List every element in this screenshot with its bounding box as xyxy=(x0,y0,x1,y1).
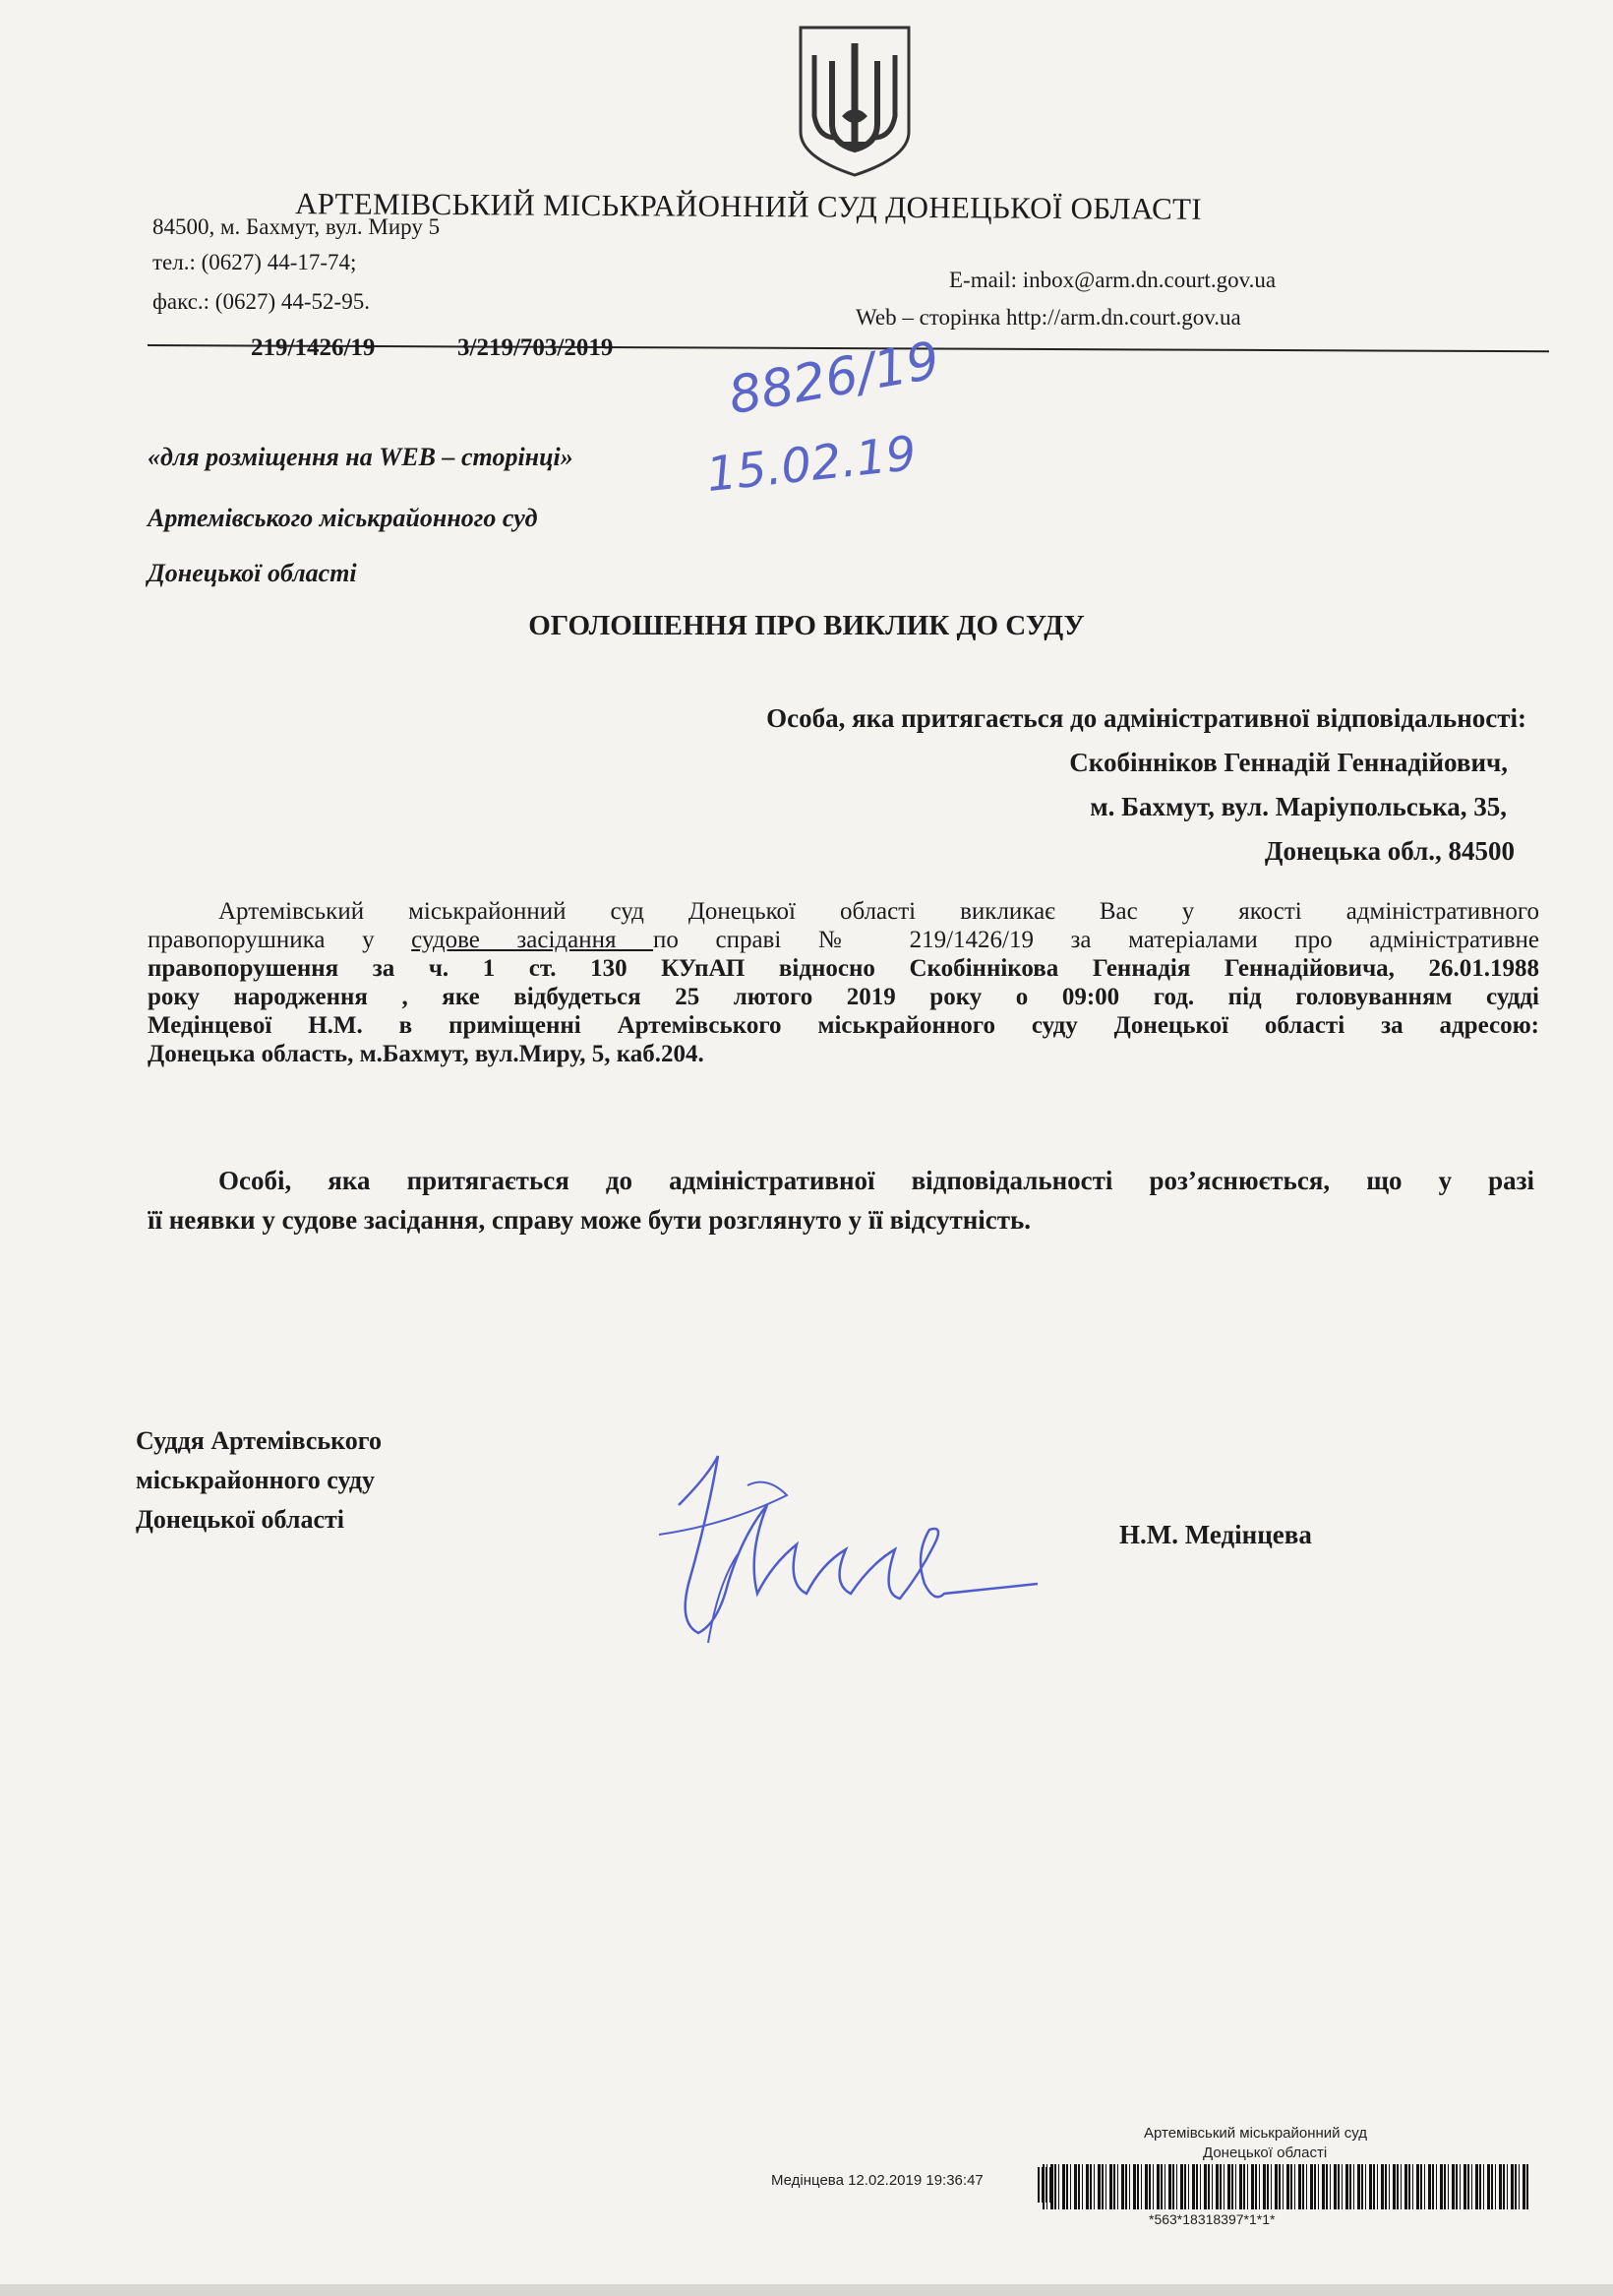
court-address: 84500, м. Бахмут, вул. Миру 5 xyxy=(152,214,441,239)
handwritten-date: 15.02.19 xyxy=(703,425,920,504)
person-street: м. Бахмут, вул. Маріупольська, 35, xyxy=(1090,792,1507,821)
coat-of-arms-icon xyxy=(795,22,915,179)
case-number-primary: 219/1426/19 xyxy=(251,334,376,361)
summons-line: Медінцевої Н.М. в приміщенні Артемівського міськрайонного суду Донецької області за адресою: xyxy=(148,1012,1539,1039)
footer-org-line-1: Артемівський міськрайонний суд xyxy=(1144,2125,1367,2142)
footer-org-line-2: Донецької області xyxy=(1203,2145,1328,2161)
notice-title: ОГОЛОШЕННЯ ПРО ВИКЛИК ДО СУДУ xyxy=(528,610,1085,641)
summons-text: правопорушника у xyxy=(148,927,412,953)
person-label: Особа, яка притягається до адміністративної відповідальності: xyxy=(766,703,1526,733)
person-name: Скобінніков Геннадій Геннадійович, xyxy=(1069,748,1508,777)
barcode-text: *563*18318397*1*1* xyxy=(1149,2211,1276,2227)
judge-title-line: Суддя Артемівського xyxy=(136,1426,382,1455)
case-number-secondary: 3/219/703/2019 xyxy=(457,334,614,361)
recipient-line-3: Донецької області xyxy=(148,559,357,587)
summons-line xyxy=(148,926,1539,954)
summons-line: правопорушення за ч. 1 ст. 130 КУпАП відносно Скобіннікова Геннадія Геннадійовича, 26.01.1988 xyxy=(148,955,1539,982)
handwritten-registration-number: 8826/19 xyxy=(724,331,944,427)
court-phone: тел.: (0627) 44-17-74; xyxy=(152,250,357,274)
recipient-line-1: «для розміщення на WEB – сторінці» xyxy=(148,443,573,471)
judge-name: Н.М. Медінцева xyxy=(1119,1520,1312,1549)
court-fax: факс.: (0627) 44-52-95. xyxy=(152,289,370,314)
judge-title-line: міськрайонного суду xyxy=(136,1466,375,1494)
summons-line: року народження , яке відбудеться 25 лютого 2019 року о 09:00 год. під головуванням судді xyxy=(148,984,1539,1010)
court-name-heading: АРТЕМІВСЬКИЙ МІСЬКРАЙОННИЙ СУД ДОНЕЦЬКОЇ ОБЛАСТІ xyxy=(294,186,1203,226)
document-barcode xyxy=(1043,2164,1529,2209)
summons-line: Донецька область, м.Бахмут, вул.Миру, 5, каб.204. xyxy=(148,1041,704,1067)
court-session-underlined: судове засідання xyxy=(411,927,654,953)
footer-signed-by: Медінцева 12.02.2019 19:36:47 xyxy=(771,2172,984,2189)
explanation-paragraph xyxy=(148,1161,1534,1239)
judge-title-line: Донецької області xyxy=(136,1505,344,1534)
judge-title xyxy=(136,1421,382,1540)
court-email: E-mail: inbox@arm.dn.court.gov.ua xyxy=(949,268,1277,292)
explanation-line: її неявки у судове засідання, справу може бути розглянуто у її відсутність. xyxy=(148,1205,1032,1235)
recipient-line-2: Артемівського міськрайонного суд xyxy=(148,504,538,532)
scan-bottom-edge xyxy=(0,2284,1613,2296)
explanation-line: Особі, яка притягається до адміністративної відповідальності роз’яснюється, що у разі xyxy=(218,1166,1534,1195)
handwritten-signature xyxy=(649,1436,1043,1653)
person-region: Донецька обл., 84500 xyxy=(1264,836,1515,866)
summons-line: Артемівський міськрайонний суд Донецької області викликає Вас у якості адміністративного xyxy=(218,898,1539,925)
summons-text: по справі № 219/1426/19 за матеріалами про адміністративне xyxy=(653,927,1539,953)
summons-paragraph xyxy=(148,897,1539,1068)
court-website: Web – сторінка http://arm.dn.court.gov.ua xyxy=(856,305,1241,330)
